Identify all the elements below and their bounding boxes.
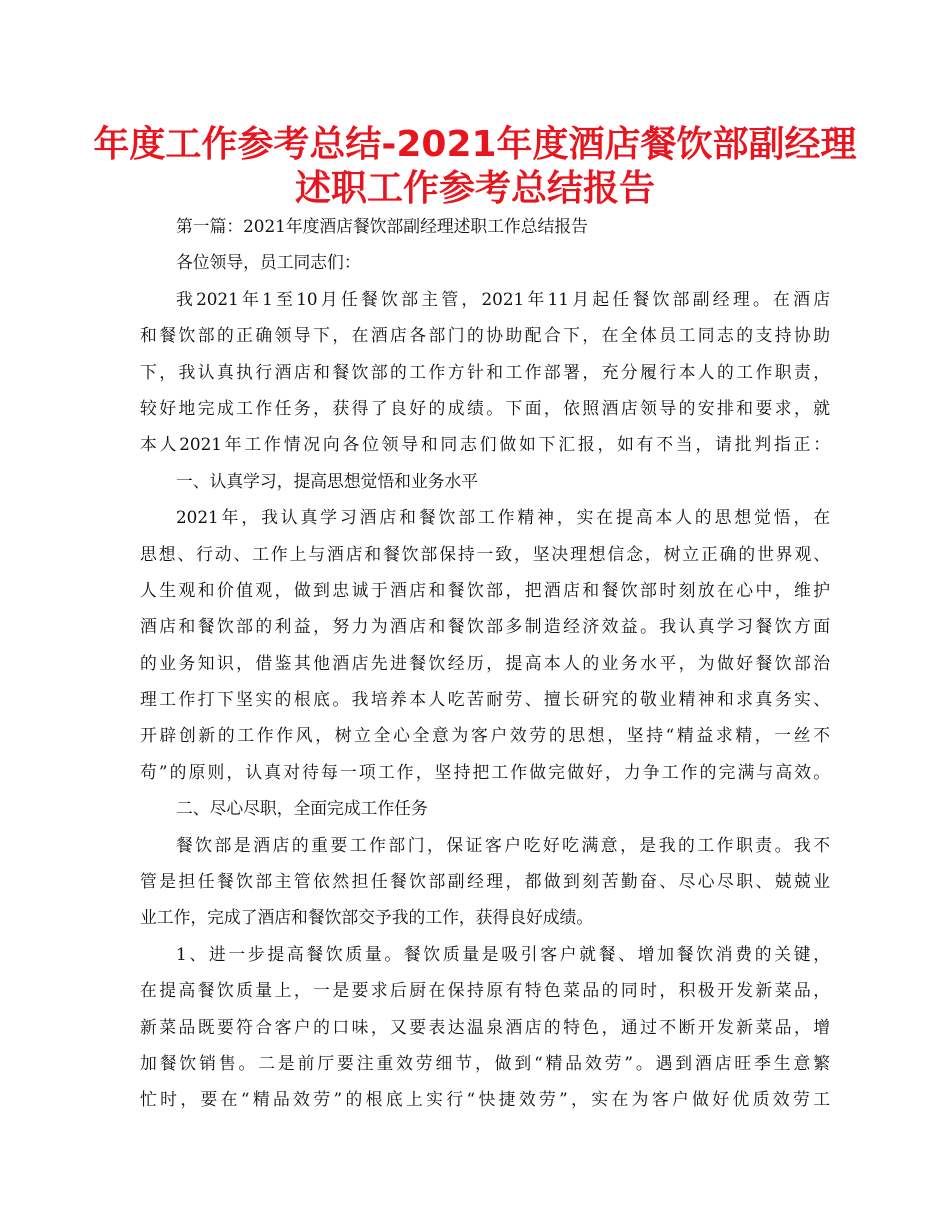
paragraph-line: 在提高餐饮质量上，一是要求后厨在保持原有特色菜品的同时，积极开发新菜品， — [140, 980, 830, 1001]
section-heading: 一、认真学习，提高思想觉悟和业务水平 — [176, 470, 479, 491]
salutation: 各位领导，员工同志们： — [176, 252, 361, 273]
document-title-line-2: 述职工作参考总结报告 — [294, 168, 655, 209]
section-heading: 第一篇：2021年度酒店餐饮部副经理述职工作总结报告 — [176, 216, 588, 236]
paragraph-line: 人生观和价值观，做到忠诚于酒店和餐饮部，把酒店和餐饮部时刻放在心中，维护 — [140, 579, 830, 600]
paragraph-line: 理工作打下坚实的根底。我培养本人吃苦耐劳、擅长研究的敬业精神和求真务实、 — [140, 689, 830, 710]
paragraph-line: 开辟创新的工作作风，树立全心全意为客户效劳的思想，坚持“精益求精，一丝不 — [140, 725, 830, 746]
document-title-line-1: 年度工作参考总结-2021年度酒店餐饮部副经理 — [93, 124, 857, 165]
paragraph-line: 下，我认真执行酒店和餐饮部的工作方针和工作部署，充分履行本人的工作职责， — [140, 361, 830, 382]
paragraph-line: 的业务知识，借鉴其他酒店先进餐饮经历，提高本人的业务水平，为做好餐饮部治 — [140, 652, 830, 673]
paragraph-line: 忙时，要在“精品效劳”的根底上实行“快捷效劳”，实在为客户做好优质效劳工 — [140, 1089, 830, 1110]
section-heading: 二、尽心尽职，全面完成工作任务 — [176, 798, 428, 819]
document-body — [140, 208, 830, 1118]
paragraph-line: 思想、行动、工作上与酒店和餐饮部保持一致，坚决理想信念，树立正确的世界观、 — [140, 543, 830, 564]
paragraph-line: 业工作，完成了酒店和餐饮部交予我的工作，获得良好成绩。 — [140, 907, 594, 928]
paragraph-line: 本人2021年工作情况向各位领导和同志们做如下汇报，如有不当，请批判指正： — [140, 434, 830, 455]
paragraph-line: 新菜品既要符合客户的口味，又要表达温泉酒店的特色，通过不断开发新菜品，增 — [140, 1016, 830, 1037]
paragraph-line: 加餐饮销售。二是前厅要注重效劳细节，做到“精品效劳”。遇到酒店旺季生意繁 — [140, 1052, 830, 1073]
paragraph-line: 较好地完成工作任务，获得了良好的成绩。下面，依照酒店领导的安排和要求，就 — [140, 397, 830, 418]
paragraph-line: 和餐饮部的正确领导下，在酒店各部门的协助配合下，在全体员工同志的支持协助 — [140, 325, 830, 346]
paragraph-line: 苟”的原则，认真对待每一项工作，坚持把工作做完做好，力争工作的完满与高效。 — [140, 761, 830, 782]
paragraph-line: 2021年，我认真学习酒店和餐饮部工作精神，实在提高本人的思想觉悟，在 — [176, 507, 830, 528]
paragraph-line: 1、进一步提高餐饮质量。餐饮质量是吸引客户就餐、增加餐饮消费的关键， — [176, 943, 830, 964]
paragraph-line: 我2021年1至10月任餐饮部主管，2021年11月起任餐饮部副经理。在酒店 — [176, 288, 830, 309]
paragraph-line: 管是担任餐饮部主管依然担任餐饮部副经理，都做到刻苦勤奋、尽心尽职、兢兢业 — [140, 871, 830, 892]
paragraph-line: 酒店和餐饮部的利益，努力为酒店和餐饮部多制造经济效益。我认真学习餐饮方面 — [140, 616, 830, 637]
paragraph-line: 餐饮部是酒店的重要工作部门，保证客户吃好吃满意，是我的工作职责。我不 — [176, 834, 830, 855]
